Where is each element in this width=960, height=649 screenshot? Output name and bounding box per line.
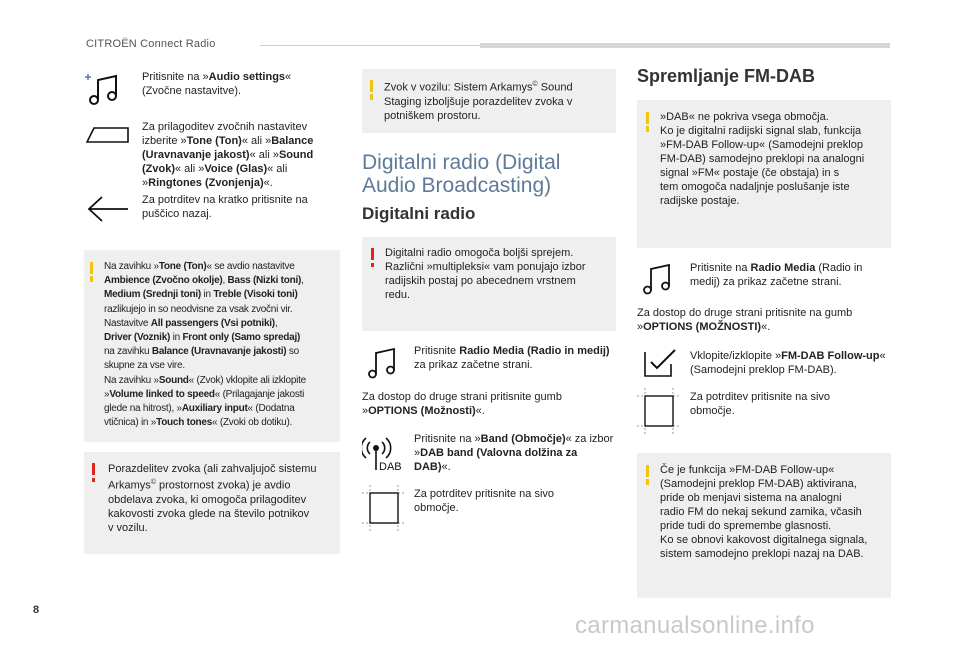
line: FM-DAB) samodejno preklopi na analogni (660, 153, 865, 165)
line: potniškem prostoru. (384, 109, 481, 122)
line: pride tudi do spremembe glasnosti. (660, 520, 832, 532)
line: Za dostop do druge strani pritisnite na gumb (637, 307, 853, 319)
line (104, 331, 336, 345)
seg: Na zavihku » (104, 374, 159, 386)
seg: so (286, 346, 299, 358)
info-marker (646, 465, 649, 477)
t6: «. (263, 177, 273, 189)
copyright-sup: © (150, 479, 156, 486)
seg: « za izbor » (414, 433, 614, 459)
line: razlikujejo in so neodvisne za vsak zvočni vir. (104, 303, 293, 315)
line: radio FM do nekaj sekund zamika, včasih (660, 506, 862, 518)
seg: Na zavihku » (104, 261, 159, 272)
seg: « se avdio nastavitve (206, 261, 295, 272)
band-selection-text (414, 432, 614, 474)
line (104, 274, 336, 288)
line: radijskih postaj po abecednem vrstnem (385, 275, 576, 287)
warning-marker (92, 463, 95, 475)
seg: prostornost zvoka) je avdio (155, 479, 291, 492)
info-marker-bar (90, 276, 93, 282)
t5: « ali » (142, 163, 288, 189)
info-marker-bar (646, 126, 649, 132)
seg: Arkamys (108, 479, 151, 492)
line: Digitalni radio omogoča boljši sprejem. (385, 247, 574, 259)
line: redu. (385, 289, 411, 301)
info-box-fm-dab-active-text (660, 463, 892, 561)
radio-media-text (414, 344, 614, 372)
warning-marker (371, 248, 374, 260)
tone-settings-text (142, 120, 337, 190)
seg: Pritisnite na » (414, 433, 481, 445)
b4: Voice (Glas) (204, 163, 268, 175)
checkbox-checked-icon (643, 348, 679, 380)
text-post: « (Zvočne nastavitve). (142, 71, 292, 97)
seg: , (301, 275, 304, 287)
options-paragraph (362, 390, 616, 418)
info-marker (646, 112, 649, 124)
seg: , (222, 275, 228, 287)
text-bold: Radio Media (Radio in medij) (459, 345, 610, 357)
title-line: Audio Broadcasting) (362, 174, 552, 197)
info-marker (90, 262, 93, 274)
line: sistem samodejno preklopi nazaj na DAB. (660, 548, 864, 560)
warning-marker-dot (92, 478, 95, 482)
line: v vozilu. (108, 521, 148, 534)
line: Različni »multipleksi« vam ponujajo izbor (385, 261, 586, 273)
text-bold: FM-DAB Follow-up (781, 350, 880, 362)
copyright-sup: © (532, 81, 538, 88)
seg: Touch tones (156, 417, 213, 429)
seg: Sound (537, 81, 573, 94)
header-rule (260, 45, 480, 46)
seg: Bass (Nizki toni) (227, 275, 302, 287)
text-post: (Radio in medij) za prikaz začetne strani. (690, 262, 863, 288)
text-post: « (Samodejni preklop FM-DAB). (690, 350, 886, 376)
seg: OPTIONS (MOŽNOSTI) (643, 321, 762, 333)
seg: Sound (158, 374, 189, 386)
seg: Nastavitve (104, 317, 151, 329)
line (384, 78, 612, 95)
text-bold: Radio Media (750, 262, 816, 274)
seg: , (274, 317, 278, 329)
page-number: 8 (33, 604, 40, 616)
line: (Samodejni preklop FM-DAB) aktivirana, (660, 478, 857, 490)
fm-dab-toggle-text (690, 349, 890, 377)
seg: vtičnica) in » (104, 417, 157, 429)
seg: «. (475, 405, 485, 417)
back-arrow-icon (86, 194, 130, 224)
line: Ko se obnovi kakovost digitalnega signala, (660, 534, 868, 546)
line (104, 260, 336, 274)
line: tem omogoča nadaljnje poslušanje iste (660, 181, 850, 193)
seg: Driver (Voznik) (104, 332, 171, 344)
text-pre: Pritisnite na (690, 262, 751, 274)
text-post: za prikaz začetne strani. (414, 359, 533, 371)
b2: Balance (Uravnavanje jakost) (142, 135, 314, 161)
b1: Tone (Ton) (186, 135, 242, 147)
line (104, 345, 336, 359)
music-note-settings-icon (84, 70, 124, 108)
confirm-grey-text: Za potrditev pritisnite na sivo območje. (690, 391, 831, 417)
seg: Zvok v vozilu: Sistem Arkamys (384, 81, 533, 94)
line (104, 388, 336, 402)
subtitle-digital-radio: Digitalni radio (362, 204, 476, 223)
watermark: carmanualsonline.info (575, 612, 815, 639)
grey-area-icon (362, 485, 406, 531)
line (104, 402, 336, 416)
line: kakovosti zvoka glede na število potnikov (108, 507, 310, 520)
info-marker-bar (646, 479, 649, 485)
line: Staging izboljšuje porazdelitev zvoka v (384, 95, 573, 108)
warning-marker-dot (371, 263, 374, 267)
line (104, 374, 336, 388)
info-box-arkamys-text (384, 78, 612, 123)
seg: » (104, 388, 110, 400)
seg: « (Dodatna (247, 403, 295, 415)
confirm-grey-text: Za potrditev pritisnite na sivo območje. (414, 488, 555, 514)
subtitle-fm-dab: Spremljanje FM-DAB (637, 66, 816, 86)
seg: «. (441, 461, 451, 473)
seg: Tone (Ton) (158, 261, 207, 272)
line: Porazdelitev zvoka (ali zahvaljujoč sistemu (108, 463, 317, 475)
seg: Balance (Uravnavanje jakosti) (151, 346, 287, 358)
t2: « ali » (241, 135, 272, 147)
info-box-dab-coverage-text (660, 110, 890, 208)
line: Za dostop do druge strani pritisnite gumb (362, 391, 562, 403)
seg: Front only (Samo spredaj) (182, 332, 301, 344)
seg: Volume linked to speed (109, 388, 215, 400)
line (637, 320, 897, 334)
text-pre: Vklopite/izklopite » (690, 350, 782, 362)
seg: OPTIONS (Možnosti) (368, 405, 476, 417)
seg: « (Prilagajanje jakosti (214, 388, 305, 400)
audio-settings-text (142, 70, 332, 98)
warning-box-arkamys-text (108, 462, 338, 535)
seg: in (170, 332, 183, 344)
text-bold: Audio settings (208, 71, 286, 83)
text-pre: Pritisnite na » (142, 71, 209, 83)
b5: Ringtones (Zvonjenja) (148, 177, 264, 189)
radio-media-text (690, 261, 890, 289)
tab-shape-icon (86, 124, 130, 144)
music-note-icon (641, 262, 675, 296)
line: Če je funkcija »FM-DAB Follow-up« (660, 464, 835, 476)
music-note-icon (366, 346, 400, 380)
seg: Auxiliary input (181, 403, 248, 415)
line (362, 404, 616, 418)
seg: Band (Območje) (480, 433, 566, 445)
seg: «. (761, 321, 771, 333)
line: pride ob menjavi sistema na analogni (660, 492, 842, 504)
seg: « (Zvoki ob dotiku). (212, 417, 293, 429)
seg: DAB band (Valovna dolžina za DAB) (414, 447, 578, 473)
seg: Ambience (Zvočno okolje) (104, 275, 223, 287)
line: signal »FM« postaje (če obstaja) in s (660, 167, 840, 179)
grey-area-icon (637, 388, 681, 434)
info-box-tone-text (104, 260, 336, 430)
line: skupne za vse vire. (104, 360, 185, 372)
t1: Za prilagoditev zvočnih nastavitev izberite » (142, 121, 308, 147)
seg: Medium (Srednji toni) (104, 289, 201, 301)
line: obdelava zvoka, ki omogoča prilagoditev (108, 493, 307, 506)
running-header: CITROËN Connect Radio (86, 38, 216, 50)
title-line: Digitalni radio (Digital (362, 151, 561, 174)
seg: » (637, 321, 644, 333)
seg: « (Zvok) vklopite ali izklopite (188, 374, 306, 386)
line: Ko je digitalni radijski signal slab, funkcija (660, 125, 862, 137)
line: »FM-DAB Follow-up« (Samodejni preklop (660, 139, 863, 151)
info-marker (370, 80, 373, 92)
seg: na zavihku (104, 346, 152, 358)
dab-antenna-icon (362, 432, 406, 472)
t3: « ali » (249, 149, 279, 161)
back-arrow-text: Za potrditev na kratko pritisnite na puščico nazaj. (142, 194, 308, 220)
section-title-digital-radio (362, 151, 622, 197)
info-marker-bar (370, 94, 373, 100)
seg: All passengers (Vsi potniki) (150, 317, 275, 329)
line (108, 476, 338, 493)
options-paragraph (637, 306, 897, 334)
line (104, 288, 336, 302)
line (104, 317, 336, 331)
text-pre: Pritisnite (414, 345, 460, 357)
seg: Treble (Visoki toni) (213, 289, 298, 301)
t4: « ali » (175, 163, 205, 175)
b3: Sound (Zvok) (142, 149, 314, 175)
seg: glede na hitrost), » (104, 403, 182, 415)
line (104, 416, 336, 430)
line: »DAB« ne pokriva vsega območja. (660, 111, 829, 123)
warning-box-digital-radio-text (385, 246, 613, 302)
dab-label: DAB (379, 461, 402, 472)
seg: in (200, 289, 214, 301)
seg: » (362, 405, 369, 417)
header-bar (480, 43, 890, 48)
line: radijske postaje. (660, 195, 740, 207)
